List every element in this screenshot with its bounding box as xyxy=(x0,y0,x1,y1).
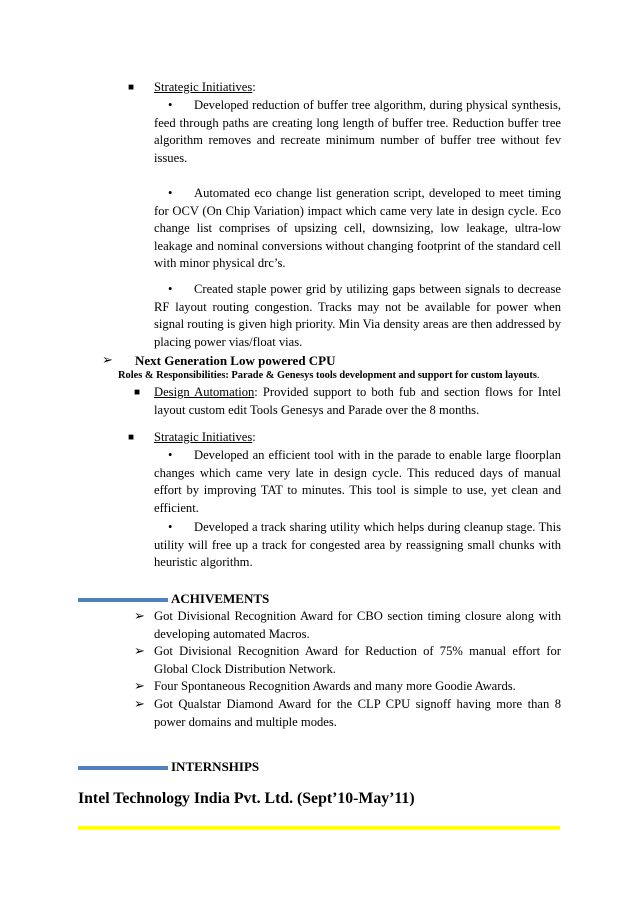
internship-company: Intel Technology India Pvt. Ltd. (Sept’10-May’11) xyxy=(78,790,415,807)
list-item: • Automated eco change list generation script, developed to meet timing for OCV (On Chip Variation) impact which came very late in design cycle. Eco change list comprises of upsizing cell, downsizing, low leakage, ultra-low leakage and nominal conversions without changing footprint of the standard cell with minor physical drc’s. xyxy=(154,186,561,271)
disc-bullet-icon: • xyxy=(168,282,173,296)
list-item: Got Divisional Recognition Award for Reduction of 75% manual effort for Global Clock Distribution Network. xyxy=(154,644,561,676)
list-item: • Developed a track sharing utility which helps during cleanup stage. This utility will free up a track for congested area by reassigning small chunks with heuristic algorithm. xyxy=(154,520,561,570)
square-bullet-icon: ■ xyxy=(128,432,135,443)
arrow-bullet-icon: ➢ xyxy=(134,697,145,712)
achievements-heading: ACHIVEMENTS xyxy=(171,591,270,606)
strategic-initiatives-heading: Strategic Initiatives: xyxy=(154,80,256,94)
yellow-rule xyxy=(78,826,560,829)
section-bar xyxy=(78,598,168,602)
arrow-bullet-icon: ➢ xyxy=(134,609,145,624)
disc-bullet-icon: • xyxy=(168,98,173,112)
arrow-bullet-icon: ➢ xyxy=(102,353,113,368)
arrow-bullet-icon: ➢ xyxy=(134,644,145,659)
arrow-bullet-icon: ➢ xyxy=(134,679,145,694)
list-item: Four Spontaneous Recognition Awards and many more Goodie Awards. xyxy=(154,679,516,693)
square-bullet-icon: ■ xyxy=(128,82,135,93)
list-item: Got Divisional Recognition Award for CBO section timing closure along with developing automated Macros. xyxy=(154,609,561,641)
disc-bullet-icon: • xyxy=(168,448,173,462)
stratagic-initiatives-heading: Stratagic Initiatives: xyxy=(154,430,256,444)
list-item: • Developed reduction of buffer tree algorithm, during physical synthesis, feed through paths are creating long length of buffer tree. Reduction buffer tree algorithm removes and recreate minimum number of buffer tree without fev issues. xyxy=(154,98,561,165)
design-automation-item: Design Automation: Provided support to both fub and section flows for Intel layout custom edit Tools Genesys and Parade over the 8 months. xyxy=(154,385,561,417)
roles-line: Roles & Responsibilities: Parade & Genesys tools development and support for custom layouts. xyxy=(118,370,540,381)
list-item: Got Qualstar Diamond Award for the CLP CPU signoff having more than 8 power domains and multiple modes. xyxy=(154,697,561,729)
list-item: • Created staple power grid by utilizing gaps between signals to decrease RF layout routing congestion. Tracks may not be available for power when signal routing is given high priority. Min Via density areas are then addressed by placing power vias/float vias. xyxy=(154,282,561,349)
internships-heading: INTERNSHIPS xyxy=(171,759,260,774)
disc-bullet-icon: • xyxy=(168,520,173,534)
project-title: Next Generation Low powered CPU xyxy=(135,353,336,368)
list-item: • Developed an efficient tool with in the parade to enable large floorplan changes which came very late in design cycle. This reduced days of manual effort by improving TAT to minutes. This tool is simple to use, yet clean and efficient. xyxy=(154,448,561,515)
square-bullet-icon: ■ xyxy=(134,387,141,398)
section-bar xyxy=(78,766,168,770)
disc-bullet-icon: • xyxy=(168,186,173,200)
